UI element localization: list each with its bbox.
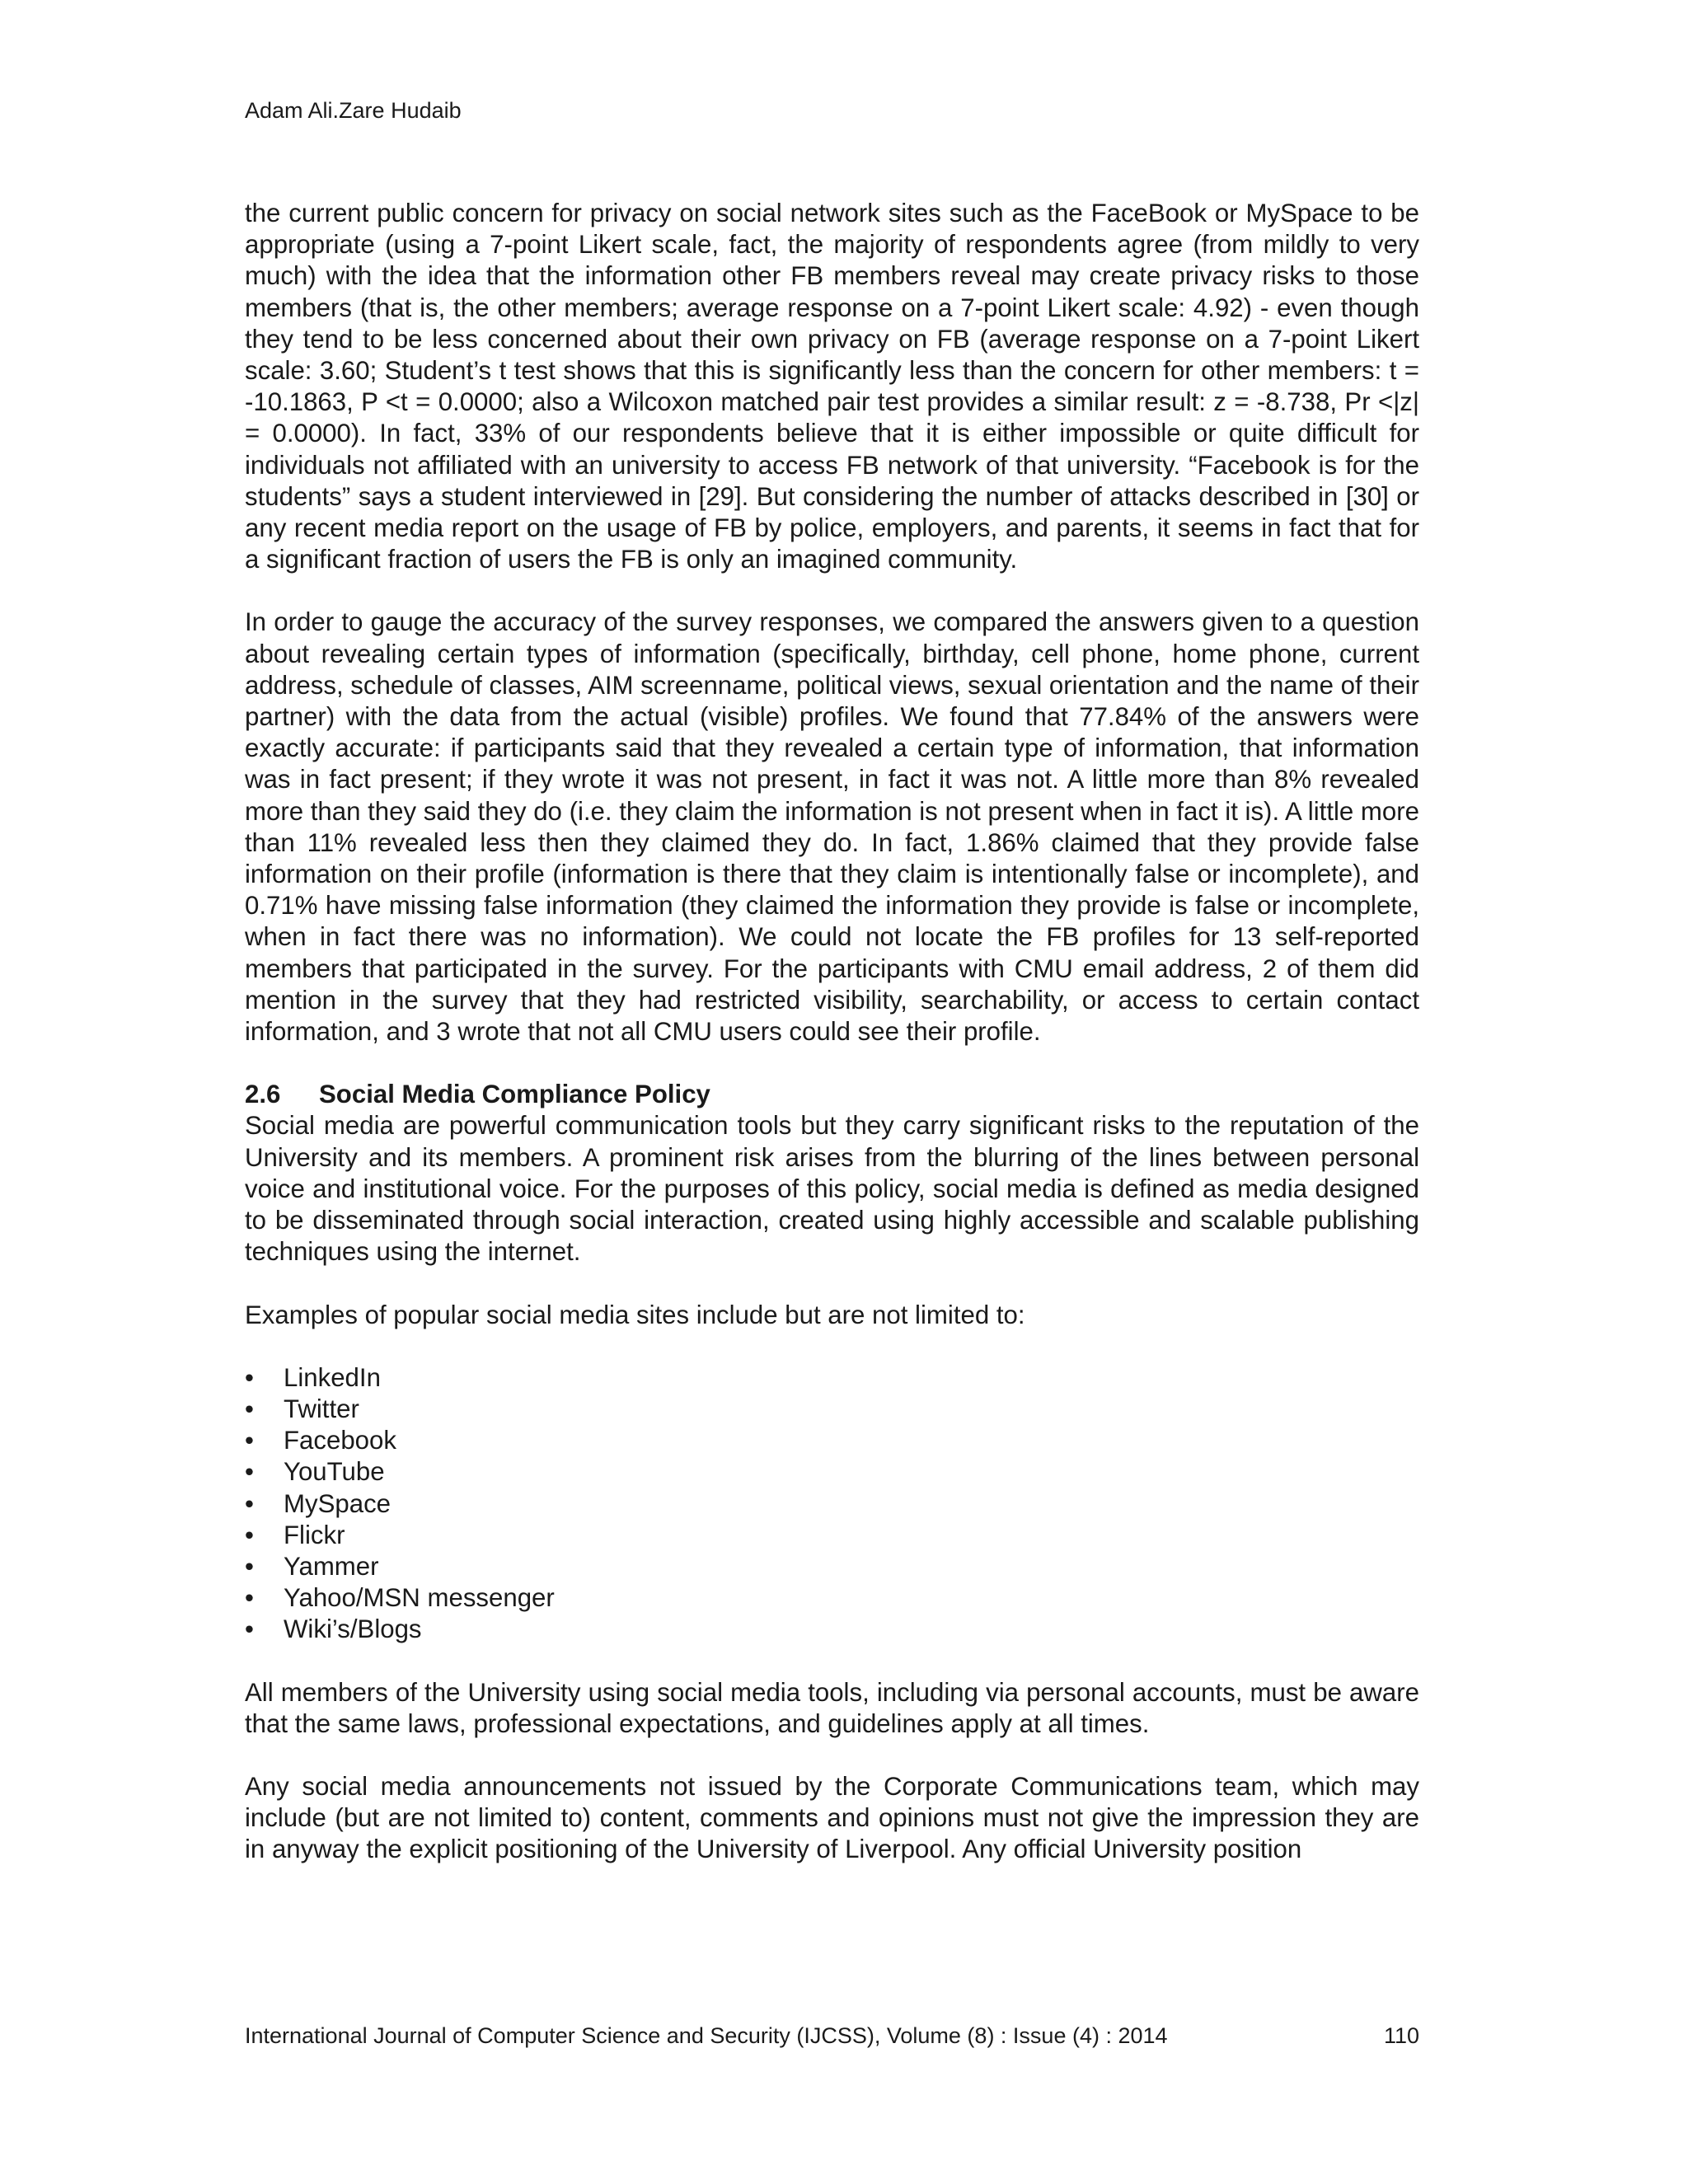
list-item: • Flickr xyxy=(245,1520,1419,1551)
running-head-author: Adam Ali.Zare Hudaib xyxy=(245,98,462,123)
list-item: • MySpace xyxy=(245,1488,1419,1520)
section-title: Social Media Compliance Policy xyxy=(319,1080,710,1109)
section-heading xyxy=(245,1079,1419,1110)
paragraph-examples-intro: Examples of popular social media sites include but are not limited to: xyxy=(245,1300,1025,1329)
list-item: • YouTube xyxy=(245,1456,1419,1488)
bullet-icon: • xyxy=(245,1615,254,1644)
bullet-icon: • xyxy=(245,1520,254,1549)
list-item: • LinkedIn xyxy=(245,1362,1419,1394)
paragraph-social-media-definition: Social media are powerful communication tools but they carry significant risks to the reputation of the University and its members. A prominent risk arises from the blurring of the lines between personal voice and institutional voice. For the purposes of this policy, social media is defined as media designed to be disseminated through social interaction, created using highly accessible and scalable publishing techniques using the internet. xyxy=(245,1111,1419,1267)
bullet-icon: • xyxy=(245,1362,254,1392)
paragraph-announcements: Any social media announcements not issued by the Corporate Communications team, which may include (but are not limited to) content, comments and opinions must not give the impression they are in anyway the explicit positioning of the University of Liverpool. Any official University position xyxy=(245,1771,1419,1864)
footer-journal-citation: International Journal of Computer Science and Security (IJCSS), Volume (8) : Issue (4) : 2014 xyxy=(245,2023,1168,2048)
bullet-icon: • xyxy=(245,1551,254,1581)
paragraph-laws-apply: All members of the University using social media tools, including via personal accounts, must be aware that the same laws, professional expectations, and guidelines apply at all times. xyxy=(245,1677,1419,1738)
paragraph-survey-accuracy: In order to gauge the accuracy of the survey responses, we compared the answers given to a question about revealing certain types of information (specifically, birthday, cell phone, home phone, current address, schedule of classes, AIM screenname, political views, sexual orientation and the name of their partner) with the data from the actual (visible) profiles. We found that 77.84% of the answers were exactly accurate: if participants said that they revealed a certain type of information, that information was in fact present; if they wrote it was not present, in fact it was not. A little more than 8% revealed more than they said they do (i.e. they claim the information is not present when in fact it is). A little more than 11% revealed less then they claimed they do. In fact, 1.86% claimed that they provide false information on their profile (information is there that they claim is intentionally false or incomplete), and 0.71% have missing false information (they claimed the information they provide is false or incomplete, when in fact there was no information). We could not locate the FB profiles for 13 self-reported members that participated in the survey. For the participants with CMU email address, 2 of them did mention in the survey that they had restricted visibility, searchability, or access to certain contact information, and 3 wrote that not all CMU users could see their profile. xyxy=(245,607,1419,1047)
social-media-sites-list xyxy=(245,1362,1419,1646)
section-number: 2.6 xyxy=(245,1080,281,1109)
bullet-icon: • xyxy=(245,1583,254,1613)
paragraph-privacy-concern: the current public concern for privacy on social network sites such as the FaceBook or MySpace to be appropriate (using a 7-point Likert scale, fact, the majority of respondents agree (from mildly to very much) with the idea that the information other FB members reveal may create privacy risks to those members (that is, the other members; average response on a 7-point Likert scale: 4.92) - even though they tend to be less concerned about their own privacy on FB (average response on a 7-point Likert scale: 3.60; Student’s t test shows that this is significantly less than the concern for other members: t = -10.1863, P <t = 0.0000; also a Wilcoxon matched pair test provides a similar result: z = -8.738, Pr <|z| = 0.0000). In fact, 33% of our respondents believe that it is either impossible or quite difficult for individuals not affiliated with an university to access FB network of that university. “Facebook is for the students” says a student interviewed in [29]. But considering the number of attacks described in [30] or any recent media report on the usage of FB by police, employers, and parents, it seems in fact that for a significant fraction of users the FB is only an imagined community. xyxy=(245,199,1419,574)
list-item: • Yammer xyxy=(245,1551,1419,1582)
list-item: • Facebook xyxy=(245,1425,1419,1456)
list-item: • Yahoo/MSN messenger xyxy=(245,1582,1419,1614)
page-content xyxy=(245,198,1419,1897)
bullet-icon: • xyxy=(245,1488,254,1518)
bullet-icon: • xyxy=(245,1426,254,1455)
list-item: • Twitter xyxy=(245,1394,1419,1425)
list-item: • Wiki’s/Blogs xyxy=(245,1614,1419,1645)
bullet-icon: • xyxy=(245,1394,254,1423)
page-number: 110 xyxy=(1383,2023,1419,2048)
bullet-icon: • xyxy=(245,1457,254,1487)
